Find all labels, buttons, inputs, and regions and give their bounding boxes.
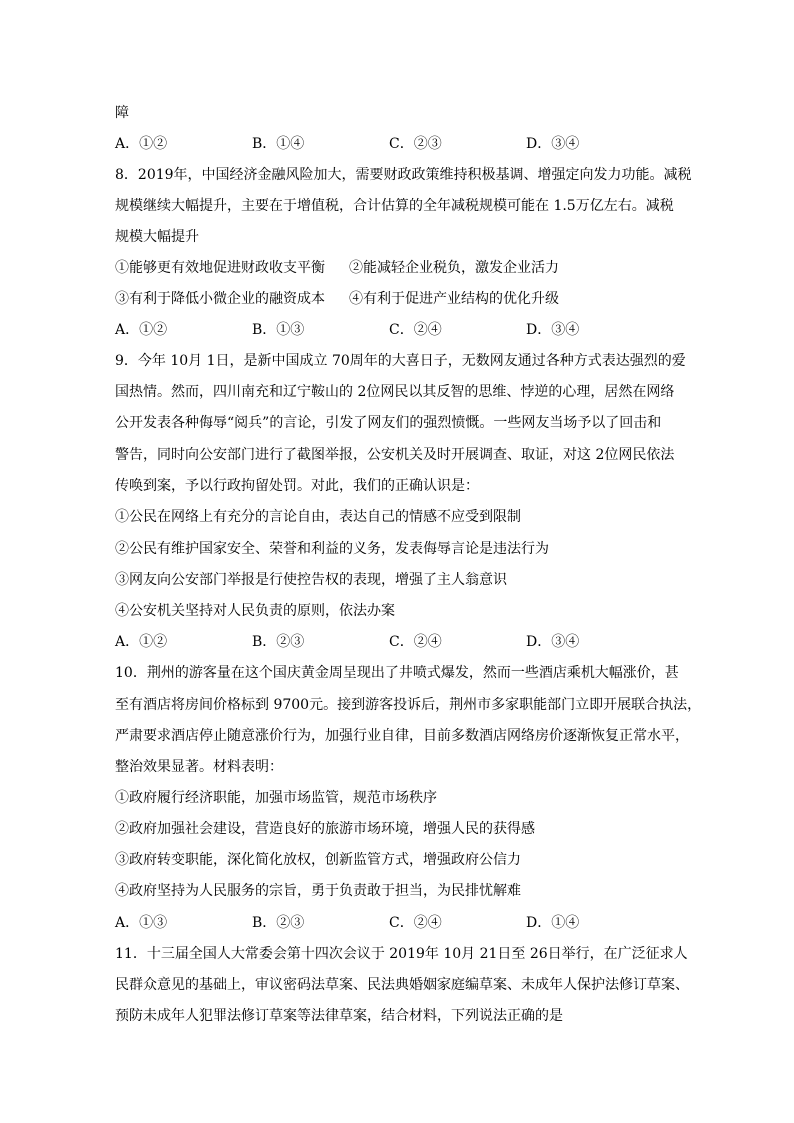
option-a: A．①② <box>115 634 168 650</box>
option-b: B．②③ <box>252 634 305 650</box>
q11-stem-line: 民群众意见的基础上，审议密码法草案、民法典婚姻家庭编草案、未成年人保护法修订草案、 <box>115 977 689 993</box>
q10-stem-line: 整治效果显著。材料表明： <box>115 759 283 775</box>
q11-stem-line: 11．十三届全国人大常委会第十四次会议于 2019年 10月 21日至 26日举行，在广泛征求人 <box>115 946 688 962</box>
q8-statement: ②能减轻企业税负，激发企业活力 <box>349 260 559 276</box>
q9-stem-line: 公开发表各种侮辱“阅兵”的言论，引发了网友们的强烈愤慨。一些网友当场予以了回击和 <box>115 415 662 431</box>
option-d: D．③④ <box>526 136 580 152</box>
q9-stem-line: 警告，同时向公安部门进行了截图举报，公安机关及时开展调查、取证，对这 2位网民依法 <box>115 447 675 463</box>
option-c: C．②④ <box>389 634 442 650</box>
q11-stem-line: 预防未成年人犯罪法修订草案等法律草案，结合材料，下列说法正确的是 <box>115 1008 563 1024</box>
q9-statement: ①公民在网络上有充分的言论自由，表达自己的情感不应受到限制 <box>115 509 521 525</box>
q10-options <box>115 914 690 932</box>
q7-options <box>115 135 690 153</box>
option-c: C．②③ <box>389 136 442 152</box>
q8-stem-line: 规模继续大幅提升，主要在于增值税，合计估算的全年减税规模可能在 1.5万亿左右。减税 <box>115 198 674 214</box>
q10-statement: ③政府转变职能，深化简化放权，创新监管方式，增强政府公信力 <box>115 852 521 868</box>
q9-stem-line: 9．今年 10月 1日，是新中国成立 70周年的大喜日子，无数网友通过各种方式表达强烈的爱 <box>115 353 686 369</box>
q8-statement: ④有利于促进产业结构的优化升级 <box>349 291 559 307</box>
option-b: B．①③ <box>252 322 305 338</box>
question-fragment: 障 <box>115 105 129 121</box>
q8-options <box>115 321 690 339</box>
option-c: C．②④ <box>389 915 442 931</box>
option-a: A．①② <box>115 136 168 152</box>
q8-statement: ①能够更有效地促进财政收支平衡 <box>115 260 325 276</box>
option-d: D．③④ <box>526 634 580 650</box>
q10-stem-line: 至有酒店将房间价格标到 9700元。接到游客投诉后，荆州市多家职能部门立即开展联合执法， <box>115 697 702 713</box>
q9-stem-line: 传唤到案，予以行政拘留处罚。对此，我们的正确认识是： <box>115 478 479 494</box>
q10-statement: ①政府履行经济职能，加强市场监管，规范市场秩序 <box>115 790 437 806</box>
q8-stem-line: 8．2019年，中国经济金融风险加大，需要财政政策维持积极基调、增强定向发力功能。减税 <box>115 167 692 183</box>
option-a: A．①② <box>115 322 168 338</box>
q10-stem-line: 严肃要求酒店停止随意涨价行为，加强行业自律，目前多数酒店网络房价逐渐恢复正常水平， <box>115 728 689 744</box>
q8-statement-row <box>115 259 690 277</box>
q9-statement: ③网友向公安部门举报是行使控告权的表现，增强了主人翁意识 <box>115 572 507 588</box>
option-b: B．②③ <box>252 915 305 931</box>
q9-options <box>115 633 690 651</box>
q8-statement: ③有利于降低小微企业的融资成本 <box>115 291 325 307</box>
option-d: D．③④ <box>526 322 580 338</box>
q10-stem-line: 10．荆州的游客量在这个国庆黄金周呈现出了井喷式爆发，然而一些酒店乘机大幅涨价，甚 <box>115 665 679 681</box>
q9-statement: ②公民有维护国家安全、荣誉和利益的义务，发表侮辱言论是违法行为 <box>115 541 549 557</box>
q9-statement: ④公安机关坚持对人民负责的原则，依法办案 <box>115 603 395 619</box>
q10-statement: ④政府坚持为人民服务的宗旨，勇于负责敢于担当，为民排忧解难 <box>115 883 521 899</box>
option-c: C．②④ <box>389 322 442 338</box>
q9-stem-line: 国热情。然而，四川南充和辽宁鞍山的 2位网民以其反智的思维、悖逆的心理，居然在网络 <box>115 384 675 400</box>
option-d: D．①④ <box>526 915 580 931</box>
option-a: A．①③ <box>115 915 168 931</box>
option-b: B．①④ <box>252 136 305 152</box>
q8-stem-line: 规模大幅提升 <box>115 229 199 245</box>
q8-statement-row <box>115 290 690 308</box>
q10-statement: ②政府加强社会建设，营造良好的旅游市场环境，增强人民的获得感 <box>115 821 535 837</box>
